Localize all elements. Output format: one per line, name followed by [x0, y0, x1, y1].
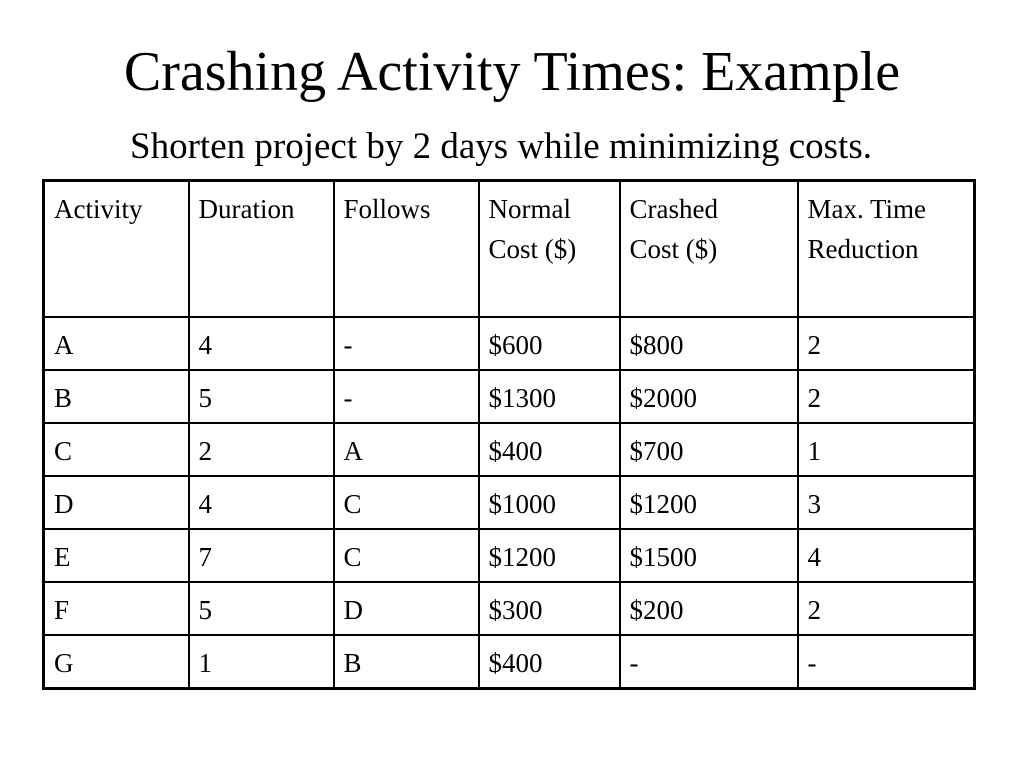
header-crashed-cost-line-1: Crashed [629, 194, 718, 224]
table-row [44, 529, 975, 582]
cell-duration: 5 [189, 582, 334, 635]
cell-max-time-reduction: 3 [798, 476, 975, 529]
cell-duration: 1 [189, 635, 334, 689]
slide-title: Crashing Activity Times: Example [123, 41, 901, 103]
cell-crashed-cost: $1200 [620, 476, 798, 529]
table-row [44, 476, 975, 529]
header-normal-cost-line-2: Cost ($) [488, 234, 577, 264]
cell-max-time-reduction: 2 [798, 317, 975, 370]
cell-follows: C [334, 476, 479, 529]
cell-duration: 2 [189, 423, 334, 476]
cell-activity: A [44, 317, 189, 370]
header-follows-line-1: Follows [343, 194, 431, 224]
cell-normal-cost: $1200 [479, 529, 620, 582]
table-row [44, 582, 975, 635]
header-crashed-cost-line-2: Cost ($) [629, 234, 718, 264]
cell-follows: A [334, 423, 479, 476]
header-max-time-reduction-line-2: Reduction [807, 234, 919, 264]
cell-duration: 4 [189, 317, 334, 370]
cell-duration: 7 [189, 529, 334, 582]
header-max-time-reduction [798, 181, 975, 318]
header-duration [189, 181, 334, 318]
cell-normal-cost: $400 [479, 635, 620, 689]
cell-duration: 4 [189, 476, 334, 529]
cell-normal-cost: $600 [479, 317, 620, 370]
cell-activity: F [44, 582, 189, 635]
header-follows [334, 181, 479, 318]
table-row [44, 635, 975, 689]
crashing-activities-table [42, 179, 976, 690]
table-row [44, 423, 975, 476]
header-max-time-reduction-line-1: Max. Time [807, 194, 927, 224]
cell-crashed-cost: $200 [620, 582, 798, 635]
cell-activity: D [44, 476, 189, 529]
cell-activity: G [44, 635, 189, 689]
cell-duration: 5 [189, 370, 334, 423]
cell-max-time-reduction: 1 [798, 423, 975, 476]
cell-follows: B [334, 635, 479, 689]
table-row [44, 370, 975, 423]
header-activity-line-1: Activity [54, 194, 143, 224]
header-normal-cost-line-1: Normal [488, 194, 571, 224]
cell-crashed-cost: $1500 [620, 529, 798, 582]
cell-activity: C [44, 423, 189, 476]
header-activity [44, 181, 189, 318]
cell-normal-cost: $400 [479, 423, 620, 476]
table-row [44, 317, 975, 370]
cell-follows: C [334, 529, 479, 582]
cell-follows: - [334, 370, 479, 423]
cell-max-time-reduction: - [798, 635, 975, 689]
header-normal-cost [479, 181, 620, 318]
cell-max-time-reduction: 2 [798, 370, 975, 423]
cell-activity: B [44, 370, 189, 423]
cell-follows: - [334, 317, 479, 370]
header-crashed-cost [620, 181, 798, 318]
cell-crashed-cost: $800 [620, 317, 798, 370]
cell-crashed-cost: - [620, 635, 798, 689]
cell-max-time-reduction: 4 [798, 529, 975, 582]
cell-normal-cost: $1000 [479, 476, 620, 529]
cell-crashed-cost: $700 [620, 423, 798, 476]
slide-subtitle: Shorten project by 2 days while minimizing costs. [130, 126, 872, 167]
table-header-row [44, 181, 975, 318]
cell-follows: D [334, 582, 479, 635]
cell-normal-cost: $1300 [479, 370, 620, 423]
cell-crashed-cost: $2000 [620, 370, 798, 423]
header-duration-line-1: Duration [198, 194, 295, 224]
cell-max-time-reduction: 2 [798, 582, 975, 635]
cell-normal-cost: $300 [479, 582, 620, 635]
cell-activity: E [44, 529, 189, 582]
